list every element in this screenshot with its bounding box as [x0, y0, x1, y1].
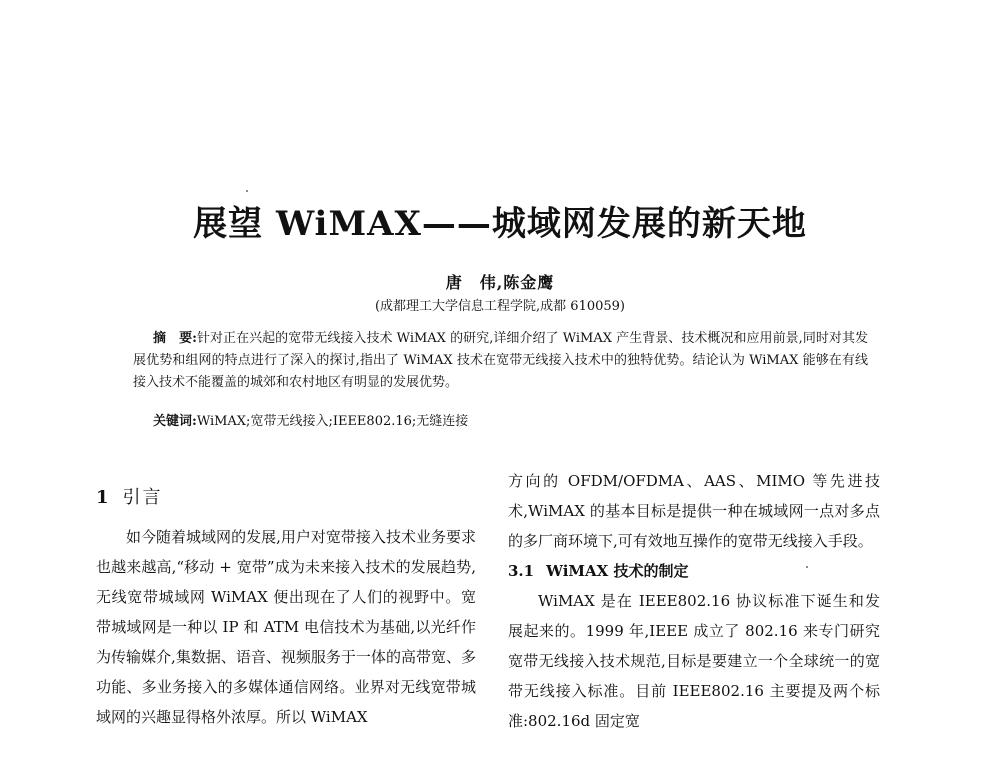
subsection-heading — [508, 556, 880, 586]
abstract — [133, 328, 868, 394]
section-heading-introduction — [96, 480, 476, 516]
subsection-number: 3.1 — [508, 562, 535, 580]
section-title: 引言 — [122, 487, 163, 508]
scan-speck — [246, 190, 248, 192]
keywords — [153, 410, 868, 429]
paper-affiliation: (成都理工大学信息工程学院,成都 610059) — [374, 299, 626, 314]
subsection-paragraph: WiMAX 是在 IEEE802.16 协议标准下诞生和发展起来的。1999 年,IEEE 成立了 802.16 来专门研究宽带无线接入技术规范,目标是要建立一个全球统一的宽带无线接入标准。目前 IEEE802.16 主要提及两个标准:802.16d 固定宽 — [508, 592, 880, 730]
keywords-label: 关键词: — [153, 414, 197, 429]
abstract-label: 摘 要: — [153, 331, 197, 346]
right-column — [508, 466, 880, 736]
continuation-paragraph: 方向的 OFDM/OFDMA、AAS、MIMO 等先进技术,WiMAX 的基本目标是提供一种在城域网一点对多点的多厂商环境下,可有效地互操作的宽带无线接入手段。 — [508, 472, 880, 550]
section-number: 1 — [96, 487, 109, 508]
left-column — [96, 480, 476, 732]
keywords-text: WiMAX;宽带无线接入;IEEE802.16;无缝连接 — [196, 414, 469, 429]
introduction-paragraph: 如今随着城域网的发展,用户对宽带接入技术业务要求也越来越高,“移动 + 宽带”成为未来接入技术的发展趋势,无线宽带城域网 WiMAX 便出现在了人们的视野中。宽带城域网是一种以 IP 和 ATM 电信技术为基础,以光纤作为传输媒介,集数据、语音、视频服务于一体的高带宽、多功能、多业务接入的多媒体通信网络。业界对无线宽带城域网的兴趣显得格外浓厚。所以 WiMAX — [96, 528, 476, 726]
paper-authors: 唐 伟,陈金鹰 — [445, 273, 555, 292]
paper-title: 展望 WiMAX——城域网发展的新天地 — [193, 204, 807, 244]
subsection-title: WiMAX 技术的制定 — [546, 562, 689, 580]
abstract-text: 针对正在兴起的宽带无线接入技术 WiMAX 的研究,详细介绍了 WiMAX 产生背景、技术概况和应用前景,同时对其发展优势和组网的特点进行了深入的探讨,指出了 WiMAX 技术在宽带无线接入技术中的独特优势。结论认为 WiMAX 能够在有线接入技术不能覆盖的城郊和农村地区有明显的发展优势。 — [133, 331, 868, 390]
